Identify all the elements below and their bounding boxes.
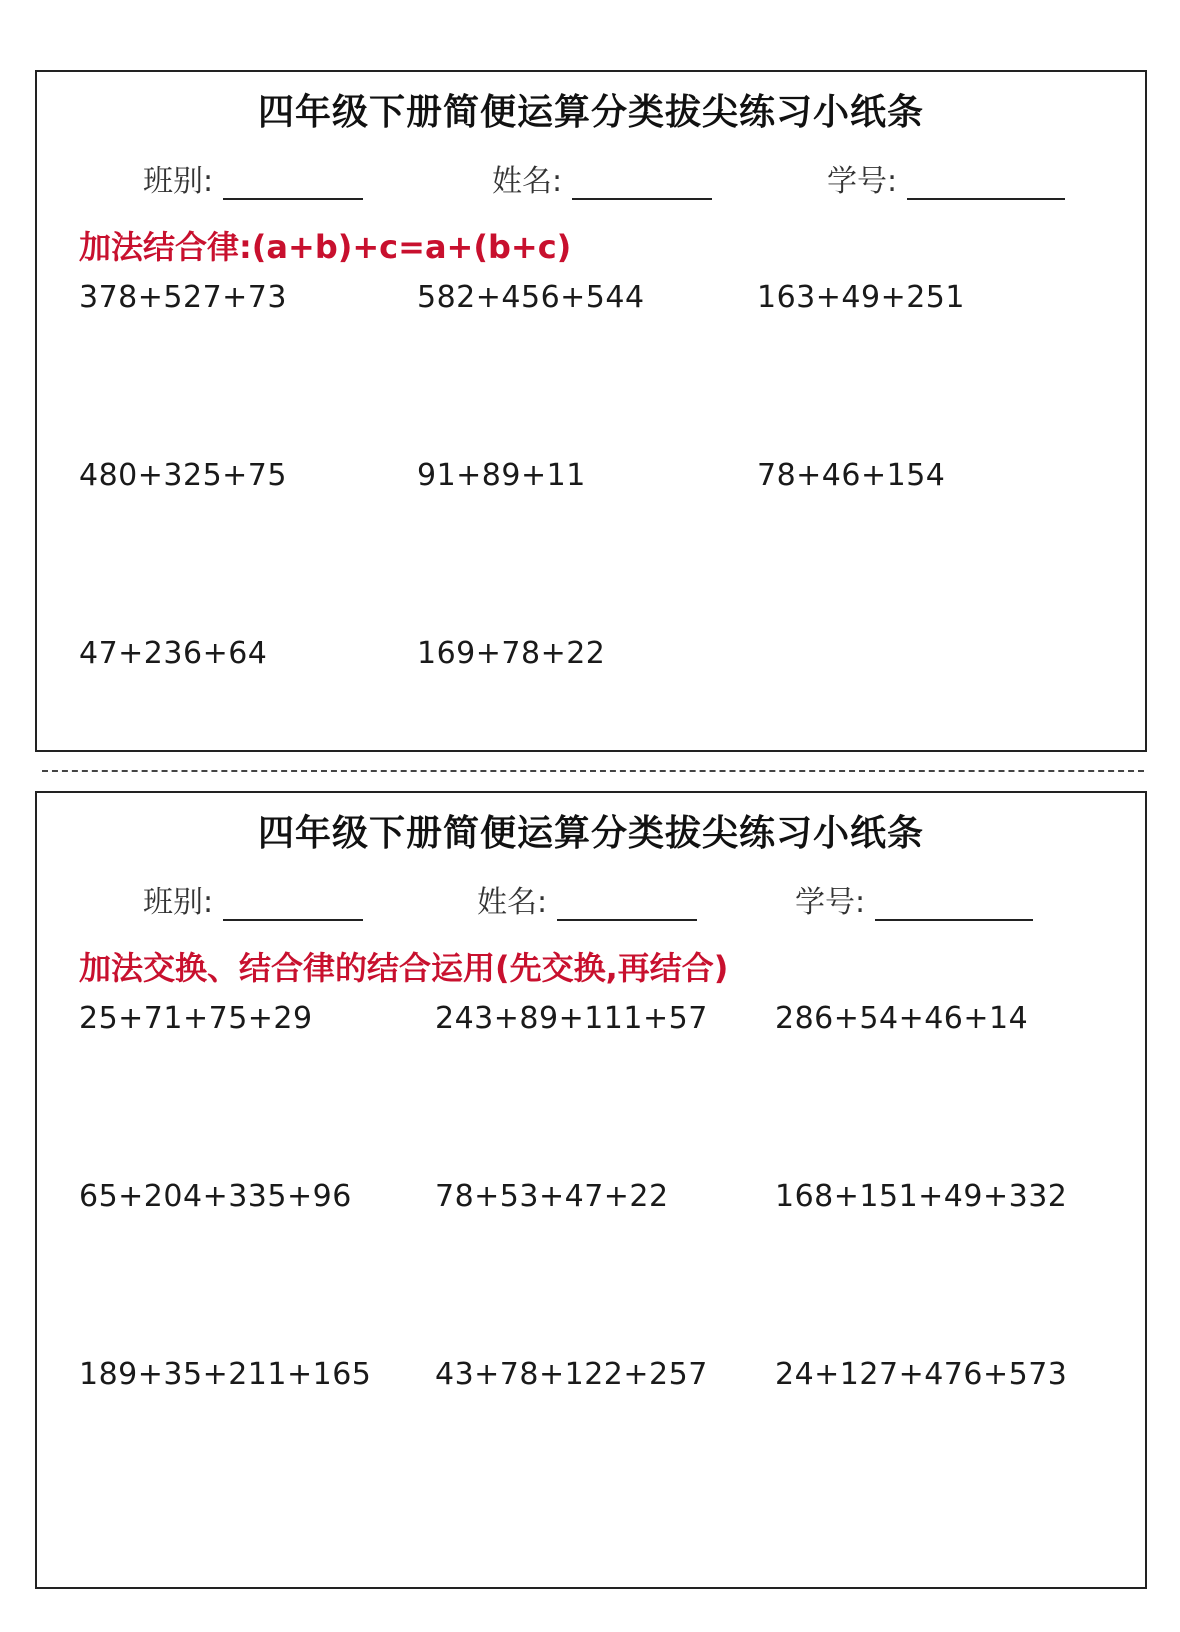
rule-heading: 加法交换、结合律的结合运用(先交换,再结合) — [79, 949, 729, 987]
name-blank[interactable] — [572, 166, 712, 200]
problem-item: 582+456+544 — [417, 280, 645, 315]
class-label: 班别: — [143, 164, 214, 199]
worksheet-slip-1 — [35, 70, 1147, 752]
problem-item: 24+127+476+573 — [775, 1357, 1068, 1392]
student-id-blank[interactable] — [875, 887, 1033, 921]
problem-item: 78+53+47+22 — [435, 1179, 669, 1214]
student-info-row — [37, 877, 1145, 920]
name-field — [477, 877, 697, 921]
class-blank[interactable] — [223, 166, 363, 200]
worksheet-slip-2 — [35, 791, 1147, 1589]
problem-item: 168+151+49+332 — [775, 1179, 1068, 1214]
problem-item: 163+49+251 — [757, 280, 965, 315]
name-label: 姓名: — [492, 164, 563, 199]
student-id-label: 学号: — [827, 164, 898, 199]
problem-item: 65+204+335+96 — [79, 1179, 352, 1214]
class-blank[interactable] — [223, 887, 363, 921]
problem-item: 47+236+64 — [79, 636, 268, 671]
problem-item: 91+89+11 — [417, 458, 586, 493]
problem-item: 43+78+122+257 — [435, 1357, 708, 1392]
problem-item: 243+89+111+57 — [435, 1001, 708, 1036]
name-blank[interactable] — [557, 887, 697, 921]
problem-item: 189+35+211+165 — [79, 1357, 372, 1392]
name-label: 姓名: — [477, 885, 548, 920]
student-id-blank[interactable] — [907, 166, 1065, 200]
problem-item: 480+325+75 — [79, 458, 287, 493]
student-id-field — [827, 156, 1065, 200]
problem-item: 78+46+154 — [757, 458, 946, 493]
problem-item: 286+54+46+14 — [775, 1001, 1029, 1036]
student-id-label: 学号: — [795, 885, 866, 920]
class-label: 班别: — [143, 885, 214, 920]
class-field — [143, 877, 363, 921]
worksheet-title: 四年级下册简便运算分类拔尖练习小纸条 — [257, 92, 924, 133]
problem-item: 169+78+22 — [417, 636, 606, 671]
problem-item: 25+71+75+29 — [79, 1001, 313, 1036]
cut-line-divider — [42, 770, 1144, 772]
class-field — [143, 156, 363, 200]
student-id-field — [795, 877, 1033, 921]
name-field — [492, 156, 712, 200]
student-info-row — [37, 156, 1145, 199]
problem-item: 378+527+73 — [79, 280, 287, 315]
rule-heading: 加法结合律:(a+b)+c=a+(b+c) — [79, 228, 572, 266]
worksheet-title: 四年级下册简便运算分类拔尖练习小纸条 — [257, 813, 924, 854]
